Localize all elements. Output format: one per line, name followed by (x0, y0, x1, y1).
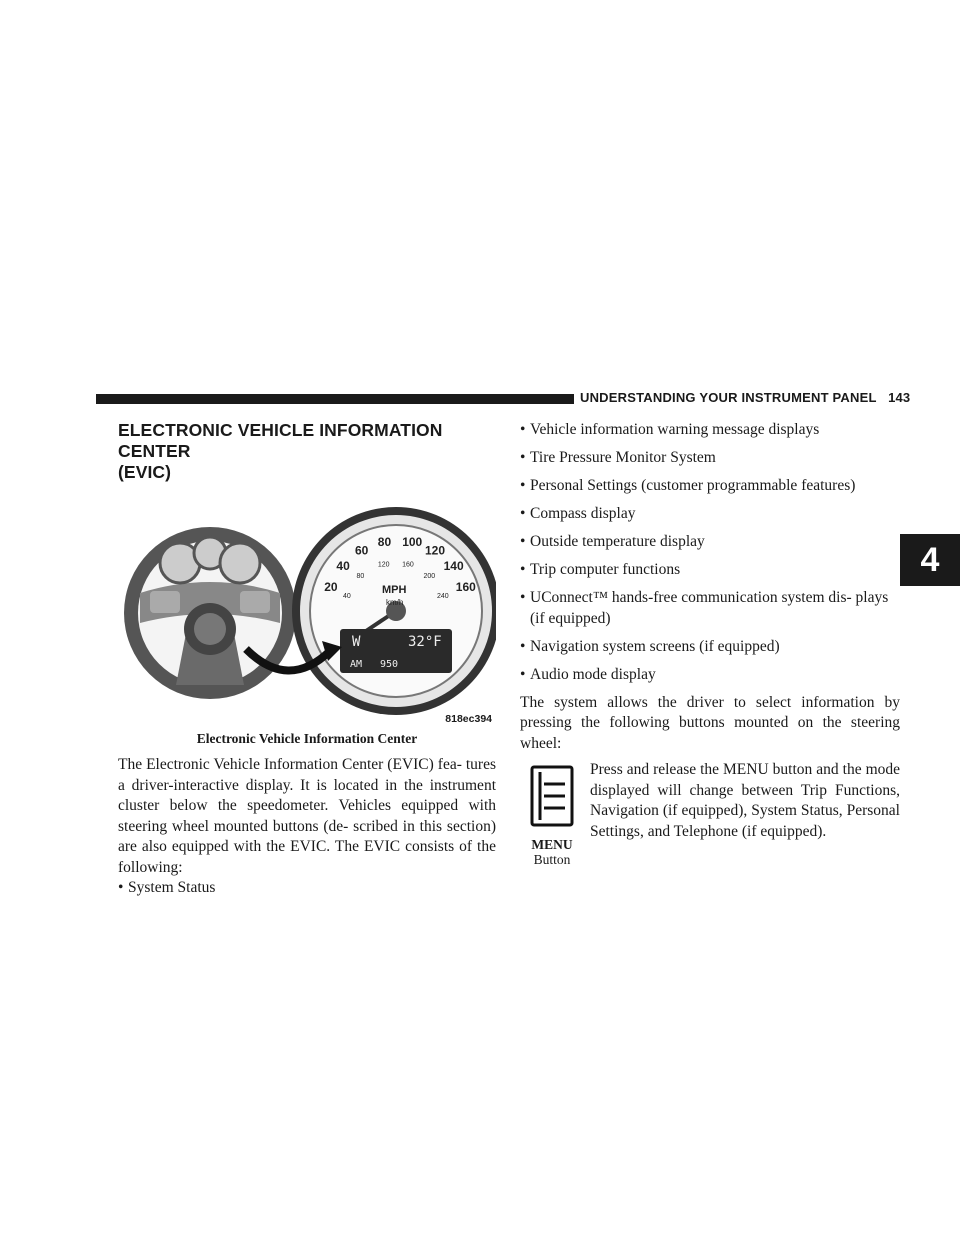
tick-label: 100 (402, 535, 423, 550)
display-top-right: 32°F (408, 634, 442, 650)
tick-label: 20 (324, 580, 338, 595)
list-item (520, 637, 900, 658)
list-item (118, 878, 496, 899)
evic-illustration (118, 501, 496, 729)
bullet-icon: • (520, 449, 526, 466)
tick-label: 120 (425, 543, 446, 558)
left-bullet-list (118, 878, 496, 899)
left-column (118, 420, 496, 906)
bullet-text: Tire Pressure Monitor System (530, 449, 716, 466)
bullet-text: Personal Settings (customer programmable features) (530, 477, 856, 494)
bullet-icon: • (520, 637, 526, 655)
display-top-left: W (352, 634, 361, 650)
list-item (520, 420, 900, 441)
figure-caption: Electronic Vehicle Information Center (196, 731, 418, 746)
speedometer-gauge (292, 507, 496, 715)
tick-label: 40 (343, 592, 351, 600)
bullet-icon: • (118, 879, 124, 896)
running-title: UNDERSTANDING YOUR INSTRUMENT PANEL (580, 390, 877, 405)
list-item (520, 448, 900, 469)
intro-paragraph: The Electronic Vehicle Information Center (EVIC) fea- tures a driver-interactive display. It is located in the instrument cluster below the speedometer. Vehicles equipped with steering wheel mounted buttons (de- scribed in this section) are also equipped with the EVIC. The EVIC consists of the following: (118, 756, 496, 876)
tick-label: 160 (402, 561, 414, 569)
bullet-text: UConnect™ hands-free communication system dis- plays (if equipped) (530, 589, 889, 627)
steering-wheel-icon (124, 527, 296, 699)
menu-button-icon (529, 764, 575, 828)
gauge-unit-sub: km/h (386, 598, 404, 607)
bullet-icon: • (520, 477, 526, 494)
bullet-text: Navigation system screens (if equipped) (530, 637, 780, 655)
bullet-icon: • (520, 561, 526, 578)
page-number: 143 (888, 390, 911, 405)
bullet-icon: • (520, 589, 526, 606)
menu-label-bottom: Button (533, 852, 571, 867)
menu-button-block (520, 760, 900, 870)
menu-button-figure (524, 764, 580, 867)
bullet-text: System Status (128, 879, 216, 896)
running-header (580, 390, 911, 405)
tick-label: 240 (437, 592, 449, 600)
evic-figure (118, 501, 496, 729)
chapter-tab: 4 (900, 534, 960, 586)
bullet-text: Outside temperature display (530, 533, 705, 550)
bullet-icon: • (520, 505, 526, 522)
display-bottom-left: AM (350, 659, 363, 670)
section-title-line1: ELECTRONIC VEHICLE INFORMATION CENTER (118, 420, 443, 461)
header-rule (96, 394, 574, 404)
tick-label: 80 (377, 535, 392, 550)
bullet-text: Compass display (530, 505, 636, 522)
bullet-icon: • (520, 533, 526, 550)
bullet-text: Vehicle information warning message displays (530, 421, 820, 438)
bullet-text: Audio mode display (530, 665, 656, 683)
right-column (520, 420, 900, 870)
list-item (520, 665, 900, 686)
right-bullet-list (520, 420, 900, 685)
list-item (520, 504, 900, 525)
list-item (520, 588, 900, 629)
tick-label: 200 (423, 572, 436, 580)
menu-label (524, 837, 580, 867)
system-paragraph: The system allows the driver to select information by pressing the following buttons mounted on the steering wheel: (520, 693, 900, 752)
menu-description: Press and release the MENU button and the mode displayed will change between Trip Functions, Navigation (if equipped), System Status, Personal Settings, and Telephone (if equipped). (590, 761, 900, 840)
tick-label: 40 (336, 559, 350, 573)
gauge-unit-main: MPH (382, 584, 407, 596)
tick-label: 120 (377, 561, 390, 569)
figure-code: 818ec394 (445, 713, 492, 725)
tick-label: 60 (355, 543, 369, 558)
bullet-icon: • (520, 665, 526, 683)
tick-label: 160 (455, 580, 476, 595)
menu-label-top: MENU (531, 837, 573, 852)
bullet-text: Trip computer functions (530, 561, 681, 578)
section-title-line2: (EVIC) (118, 462, 172, 482)
tick-label: 80 (356, 572, 365, 580)
bullet-icon: • (520, 421, 526, 438)
tick-label: 140 (443, 559, 464, 573)
list-item (520, 476, 900, 497)
display-bottom-mid: 950 (380, 659, 399, 670)
list-item (520, 560, 900, 581)
list-item (520, 532, 900, 553)
section-title (118, 420, 496, 483)
